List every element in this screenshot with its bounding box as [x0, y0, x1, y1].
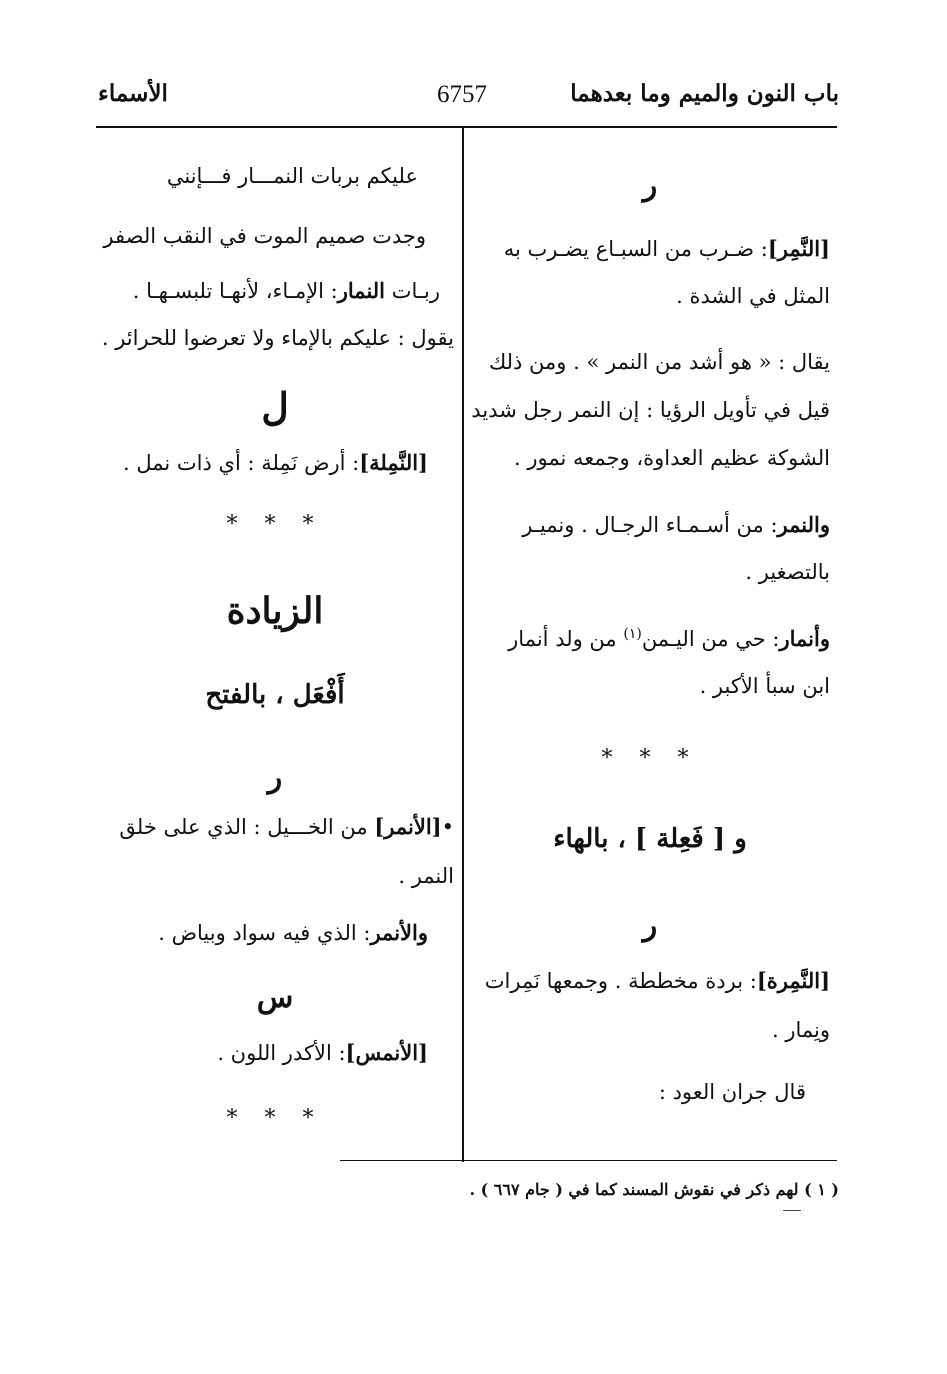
entry-line	[485, 968, 830, 994]
entry-line	[158, 920, 428, 946]
letter-heading-lam: ل	[261, 384, 289, 429]
page-number: 6757	[437, 81, 487, 108]
entry-line: بالتصغير .	[745, 560, 830, 584]
entry-line: قيل في تأويل الرؤيا : إن النمر رجل شديد	[471, 398, 830, 422]
entry-term: والأنمر	[370, 920, 428, 945]
entry-line: يقال : « هو أشد من النمر » . ومن ذلك	[488, 350, 830, 374]
entry-line: النمر .	[398, 864, 454, 888]
entry-line	[217, 1040, 428, 1066]
entry-text: ربـات	[385, 279, 440, 303]
entry-term: النمار	[337, 278, 386, 303]
entry-text: من الخـــيل : الذي على خلق	[119, 815, 375, 839]
entry-text: : الأكدر اللون .	[217, 1041, 346, 1065]
entry-term: [الأنمس]	[345, 1040, 428, 1065]
letter-heading-sin: س	[256, 980, 294, 1015]
entry-term: وأنمار	[779, 626, 830, 651]
entry-term: [النَّمِلة]	[359, 450, 428, 475]
footnote: ( ١ ) لهم ذكر في نقوش المسند كما في ( جام ٦٦٧ ) .	[469, 1180, 839, 1199]
entry-term: [النَّمِرة]	[756, 968, 830, 993]
entry-text: : أرض نَمِلة : أي ذات نمل .	[122, 451, 360, 475]
chapter-title: باب النون والميم وما بعدهما	[570, 80, 839, 107]
entry-line	[522, 512, 830, 538]
column-divider	[462, 128, 464, 1162]
entry-text: : الذي فيه سواد وبياض .	[158, 921, 371, 945]
letter-heading-ra: ر	[267, 760, 283, 795]
entry-line: يقول : عليكم بالإماء ولا تعرضوا للحرائر .	[101, 326, 454, 350]
entry-line	[508, 626, 830, 652]
letter-heading-ra: ر	[642, 908, 658, 943]
entry-line	[133, 278, 440, 304]
section-title-header: الأسماء	[98, 80, 168, 107]
entry-term: والنمر	[777, 512, 830, 537]
entry-text: : حي من اليـمن	[641, 627, 780, 651]
verse-line: عليكم بربات النمـــار فـــإنني	[166, 164, 418, 188]
subheading: و [ فَعِلة ] ، بالهاء	[553, 824, 747, 854]
entry-line: ونِمار .	[771, 1018, 830, 1042]
section-separator: * * *	[226, 512, 324, 537]
entry-text: : بردة مخططة . وجمعها نَمِرات	[484, 969, 757, 993]
entry-line: ابن سبأ الأكبر .	[699, 674, 830, 698]
entry-line: قال جران العود :	[658, 1080, 806, 1104]
letter-heading-ra: ر	[642, 168, 658, 203]
entry-text: : الإمـاء، لأنهـا تلبسـهـا .	[132, 279, 338, 303]
entry-line: الشوكة عظيم العداوة، وجمعه نمور .	[514, 446, 830, 470]
left-column	[96, 128, 454, 1158]
entry-line: المثل في الشدة .	[676, 284, 830, 308]
entry-line	[123, 450, 428, 476]
entry-term: [الأنمر]	[374, 814, 442, 839]
section-separator: * * *	[601, 746, 699, 771]
bullet-mark: •	[441, 815, 454, 839]
footnote-mark	[783, 1210, 801, 1211]
footnote-rule	[340, 1160, 837, 1161]
entry-term: [النَّمِر]	[767, 236, 830, 261]
section-heading: الزيادة	[226, 590, 324, 632]
entry-line	[119, 814, 454, 840]
entry-text: : من أسـمـاء الرجـال . ونميـر	[522, 513, 778, 537]
entry-line	[504, 236, 830, 262]
entry-text: من ولد أنمار	[508, 627, 624, 651]
right-column	[470, 128, 830, 1158]
section-separator: * * *	[226, 1106, 324, 1131]
subsection-heading: أَفْعَل ، بالفتح	[205, 680, 345, 710]
footnote-reference[interactable]: (١)	[623, 626, 642, 642]
entry-text: : ضـرب من السبـاع يضـرب به	[503, 237, 768, 261]
verse-line: وجدت صميم الموت في النقب الصفر	[103, 224, 426, 248]
